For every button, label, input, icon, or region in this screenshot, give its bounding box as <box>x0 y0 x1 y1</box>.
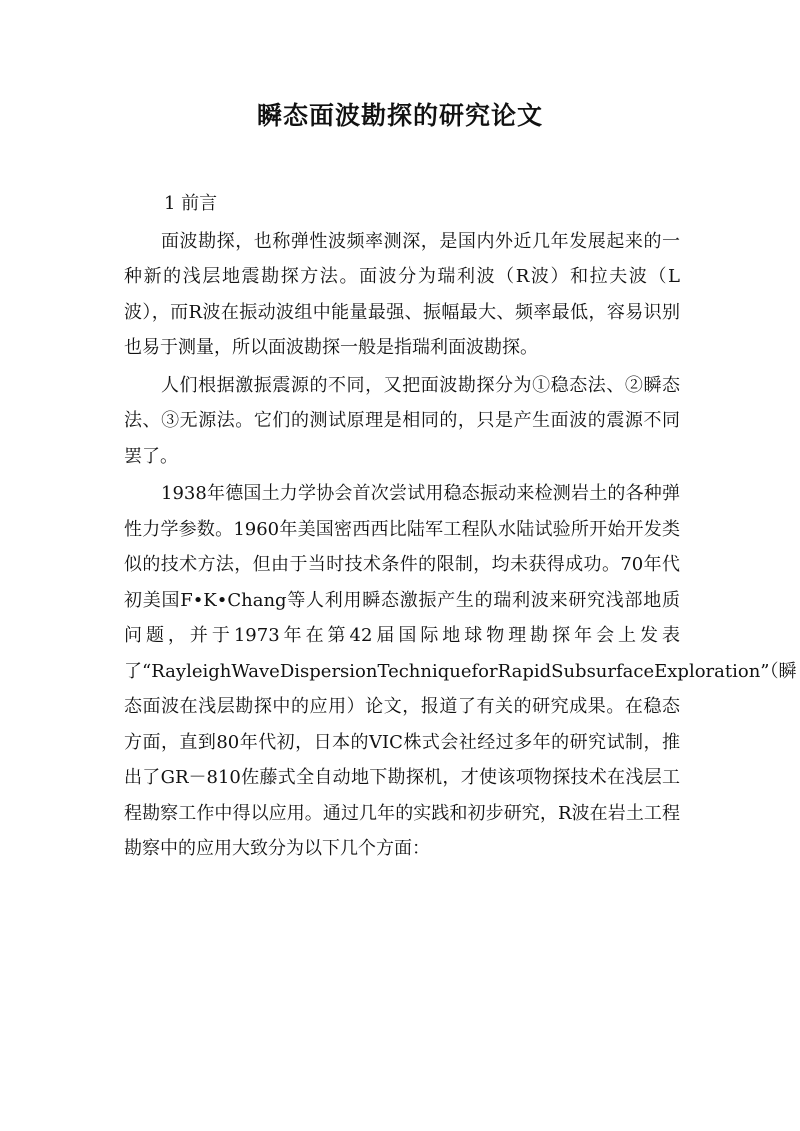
section-heading: 1 前言 <box>164 193 218 214</box>
paragraph-methods: 人们根据激振震源的不同，又把面波勘探分为①稳态法、②瞬态法、③无源法。它们的测试原理是相同的，只是产生面波的震源不同罢了。 <box>124 374 680 467</box>
page-title: 瞬态面波勘探的研究论文 <box>256 101 543 130</box>
paragraph-history: 1938年德国土力学协会首次尝试用稳态振动来检测岩土的各种弹性力学参数。1960年美国密西西比陆军工程队水陆试验所开始开发类似的技术方法，但由于当时技术条件的限制，均未获得成功。70年代初美国F•K•Chang等人利用瞬态激振产生的瑞利波来研究浅部地质问题，并于1973年在第42届国际地球物理勘探年会上发表了“RayleighWaveDispersionTechniqueforRapidSubsurfaceExploration”（瞬态面波在浅层勘探中的应用）论文，报道了有关的研究成果。在稳态方面，直到80年代初，日本的VIC株式会社经过多年的研究试制，推出了GR－810佐藤式全自动地下勘探机，才使该项物探技术在浅层工程勘察工作中得以应用。通过几年的实践和初步研究，R波在岩土工程勘察中的应用大致分为以下几个方面： <box>124 483 797 859</box>
document-body <box>124 186 797 867</box>
paragraph-intro: 面波勘探，也称弹性波频率测深，是国内外近几年发展起来的一种新的浅层地震勘探方法。面波分为瑞利波（R波）和拉夫波（L波），而R波在振动波组中能量最强、振幅最大、频率最低，容易识别也易于测量，所以面波勘探一般是指瑞利面波勘探。 <box>124 230 680 358</box>
